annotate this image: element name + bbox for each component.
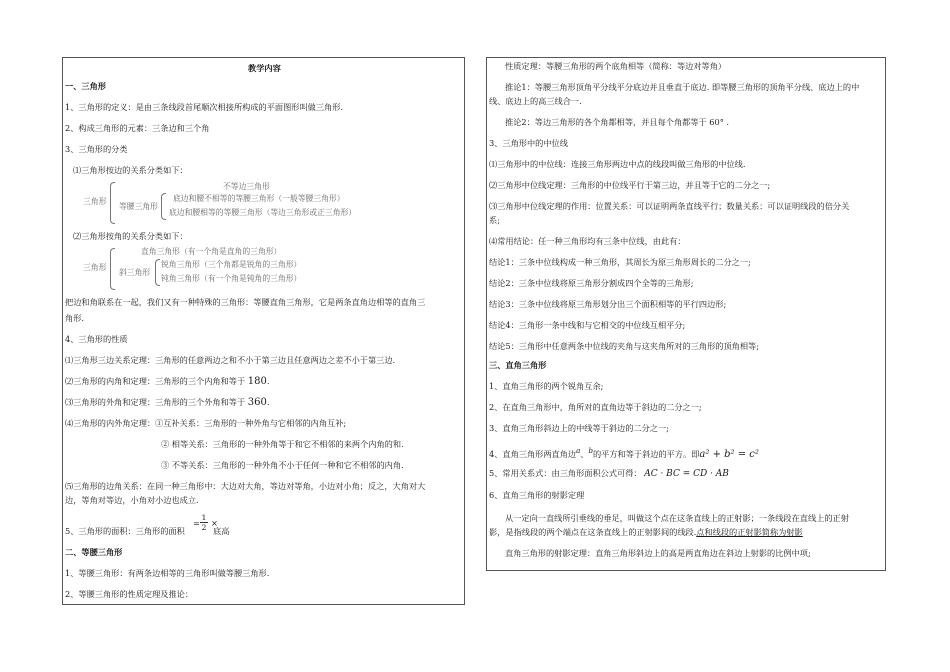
interior-angle-value: 180 — [247, 376, 267, 387]
tree2-acute: 锐角三角形（三个角都是锐角的三角形） — [161, 260, 302, 269]
classify-by-angles: ⑵三角形按角的关系分类如下： — [73, 231, 188, 241]
tree1-isosceles: 等腰三角形 — [119, 202, 158, 211]
pythagorean-formula: a² + b² = c² — [699, 449, 759, 460]
exterior-angle-value: 360 — [247, 397, 267, 408]
area-relation — [489, 468, 729, 479]
exterior-angle-sum: ⑶三角形的外角和定理：三角形的三个外角和等于 360. — [65, 397, 270, 408]
tree2-brace — [110, 248, 115, 290]
inner-outer-angle-1: ⑷三角形的内外角定理：①互补关系：三角形的一种外角与它相邻的内角互补; — [65, 418, 347, 428]
corollary-1-b: 线、底边上的高三线合一. — [489, 96, 582, 106]
common-conclusions: ⑷常用结论：任一种三角形均有三条中位线，由此有： — [489, 236, 686, 246]
corollary-2: 推论2：等边三角形的各个角都相等，并且每个角都等于 60° . — [505, 117, 730, 127]
midline-definition: ⑴三角形中的中位线：连接三角形两边中点的线段叫做三角形的中位线. — [489, 159, 746, 169]
tree2-sub-brace — [155, 259, 160, 286]
conclusion-3: 结论3：三条中位线将原三角形划分出三个面积相等的平行四边形; — [489, 299, 727, 309]
area-denominator: 2 — [201, 523, 207, 532]
projection-definition-a: 从一定向一直线所引垂线的垂足，叫做这个点在这条直线上的正射影；一条线段在直线上的正射 — [505, 513, 849, 523]
area-relation-formula: AC · BC = CD · AB — [644, 469, 729, 479]
tree2-obtuse: 钝角三角形（有一个角是钝角的三角形） — [161, 274, 302, 283]
leg-b: b — [588, 447, 593, 455]
triangle-classification: 3、三角形的分类 — [65, 144, 128, 154]
conclusion-2: 结论2：三条中位线将原三角形分割成四个全等的三角形; — [489, 278, 694, 288]
triangle-elements: 2、构成三角形的元素：三条边和三个角 — [65, 123, 210, 133]
midline-heading: 3、三角形中的中位线 — [489, 138, 568, 148]
tree1-root: 三角形 — [83, 197, 107, 206]
isosceles-right-note-2: 角形. — [65, 313, 84, 323]
conclusion-5: 结论5：三角形中任意两条中位线的夹角与这夹角所对的三角形的顶角相等; — [489, 341, 759, 351]
side-angle-relation-1: ⑸三角形的边角关系：在同一种三角形中：大边对大角，等边对等角，小边对小角；反之，大角对大 — [65, 481, 426, 491]
area-base-height: 底高 — [213, 526, 230, 536]
side-angle-relation-2: 边，等角对等边，小角对小边也成立. — [65, 495, 199, 505]
triangle-area: 5、三角形的面积：三角形的面积 — [65, 526, 185, 536]
section-3-heading: 三、直角三角形 — [489, 360, 547, 370]
tree1-sub-brace — [161, 193, 166, 220]
classify-by-sides: ⑴三角形按边的关系分类如下： — [73, 165, 188, 175]
projection-theorem: 直角三角形的射影定理：直角三角形斜边上的高是两直角边在斜边上射影的比例中项; — [505, 548, 811, 558]
area-equals: = — [193, 518, 200, 528]
projection-definition-text: 影，是指线段的两个端点在这条直线上的正射影间的线段. — [489, 527, 697, 537]
inner-outer-angle-3: ③ 不等关系：三角形的一种外角不小于任何一种和它不相邻的内角. — [161, 460, 404, 470]
pythagorean-text-2: 的平方和等于斜边的平方。即 — [592, 449, 700, 459]
leg-a: a — [576, 447, 581, 455]
projection-definition-b — [489, 527, 803, 537]
area-times: × — [211, 518, 218, 528]
projection-theorem-heading: 6、直角三角形的射影定理 — [489, 490, 585, 500]
tree2-oblique: 斜三角形 — [119, 268, 151, 277]
tree1-equilateral: 底边和腰相等的等腰三角形（等边三角形或正三角形） — [169, 208, 357, 217]
interior-angle-text: ⑵三角形的内角和定理：三角形的三个内角和等于 — [65, 376, 246, 386]
pythagorean-text: 4、直角三角形两直角边 — [489, 449, 577, 459]
midline-theorem: ⑵三角形中位线定理：三角形的中位线平行于第三边，并且等于它的二分之一; — [489, 180, 771, 190]
triangle-definition: 1、三角形的定义：是由三条线段首尾顺次相接所构成的平面图形叫做三角形. — [65, 102, 344, 112]
right-triangle-2: 2、在直角三角形中，角所对的直角边等于斜边的二分之一; — [489, 402, 702, 412]
conclusion-4: 结论4：三角形一条中线和与它相交的中位线互相平分; — [489, 320, 686, 330]
area-fraction — [200, 513, 208, 532]
midline-usage-a: ⑶三角形中位线定理的作用：位置关系：可以证明两条直线平行；数量关系：可以证明线段的倍分关 — [489, 201, 850, 211]
pythagorean-line — [489, 446, 759, 460]
right-column — [486, 57, 886, 571]
right-triangle-1: 1、直角三角形的两个锐角互余; — [489, 381, 604, 391]
tree2-root: 三角形 — [83, 263, 107, 272]
right-triangle-3: 3、直角三角形斜边上的中线等于斜边的二分之一; — [489, 423, 669, 433]
isosceles-right-note-1: 把边和角联系在一起，我们又有一种特殊的三角形：等腰直角三角形，它是两条直角边相等的直角三 — [65, 297, 426, 307]
tree1-brace — [110, 182, 115, 224]
tree1-scalene: 不等边三角形 — [223, 182, 270, 191]
base-angle-theorem: 性质定理：等腰三角形的两个底角相等（简称：等边对等角） — [505, 61, 727, 71]
section-1-heading: 一、三角形 — [65, 81, 106, 91]
area-relation-text: 5、常用关系式：由三角形面积公式可得： — [489, 468, 642, 478]
projection-short-name: 点和线段的正射影简称为射影 — [696, 527, 803, 537]
interior-angle-sum: ⑵三角形的内角和定理：三角形的三个内角和等于 180. — [65, 376, 270, 387]
conclusion-1: 结论1：三条中位线构成一种三角形，其周长为原三角形周长的二分之一; — [489, 257, 751, 267]
leg-separator: 、 — [580, 449, 589, 459]
left-column — [62, 57, 465, 605]
side-relation-theorem: ⑴三角形三边关系定理：三角形的任意两边之和不小于第三边且任意两边之差不小于第三边. — [65, 355, 396, 365]
corollary-1-a: 推论1：等腰三角形顶角平分线平分底边并且垂直于底边. 即等腰三角形的顶角平分线、底边上的中 — [505, 82, 860, 92]
isosceles-definition: 1、等腰三角形：有两条边相等的三角形叫做等腰三角形. — [65, 568, 270, 578]
content-title: 教学内容 — [248, 63, 281, 73]
section-2-heading: 二、等腰三角形 — [65, 547, 123, 557]
tree1-general-isosceles: 底边和腰不相等的等腰三角形（一般等腰三角形） — [173, 194, 345, 203]
exterior-angle-text: ⑶三角形的外角和定理：三角形的三个外角和等于 — [65, 397, 246, 407]
tree2-right: 直角三角形（有一个角是直角的三角形） — [141, 247, 282, 256]
triangle-properties: 4、三角形的性质 — [65, 334, 128, 344]
area-numerator: 1 — [201, 513, 207, 522]
inner-outer-angle-2: ② 相等关系：三角形的一种外角等于和它不相邻的来两个内角的和. — [161, 439, 404, 449]
isosceles-properties: 2、等腰三角形的性质定理及推论： — [65, 589, 194, 599]
midline-usage-b: 系; — [489, 215, 500, 225]
